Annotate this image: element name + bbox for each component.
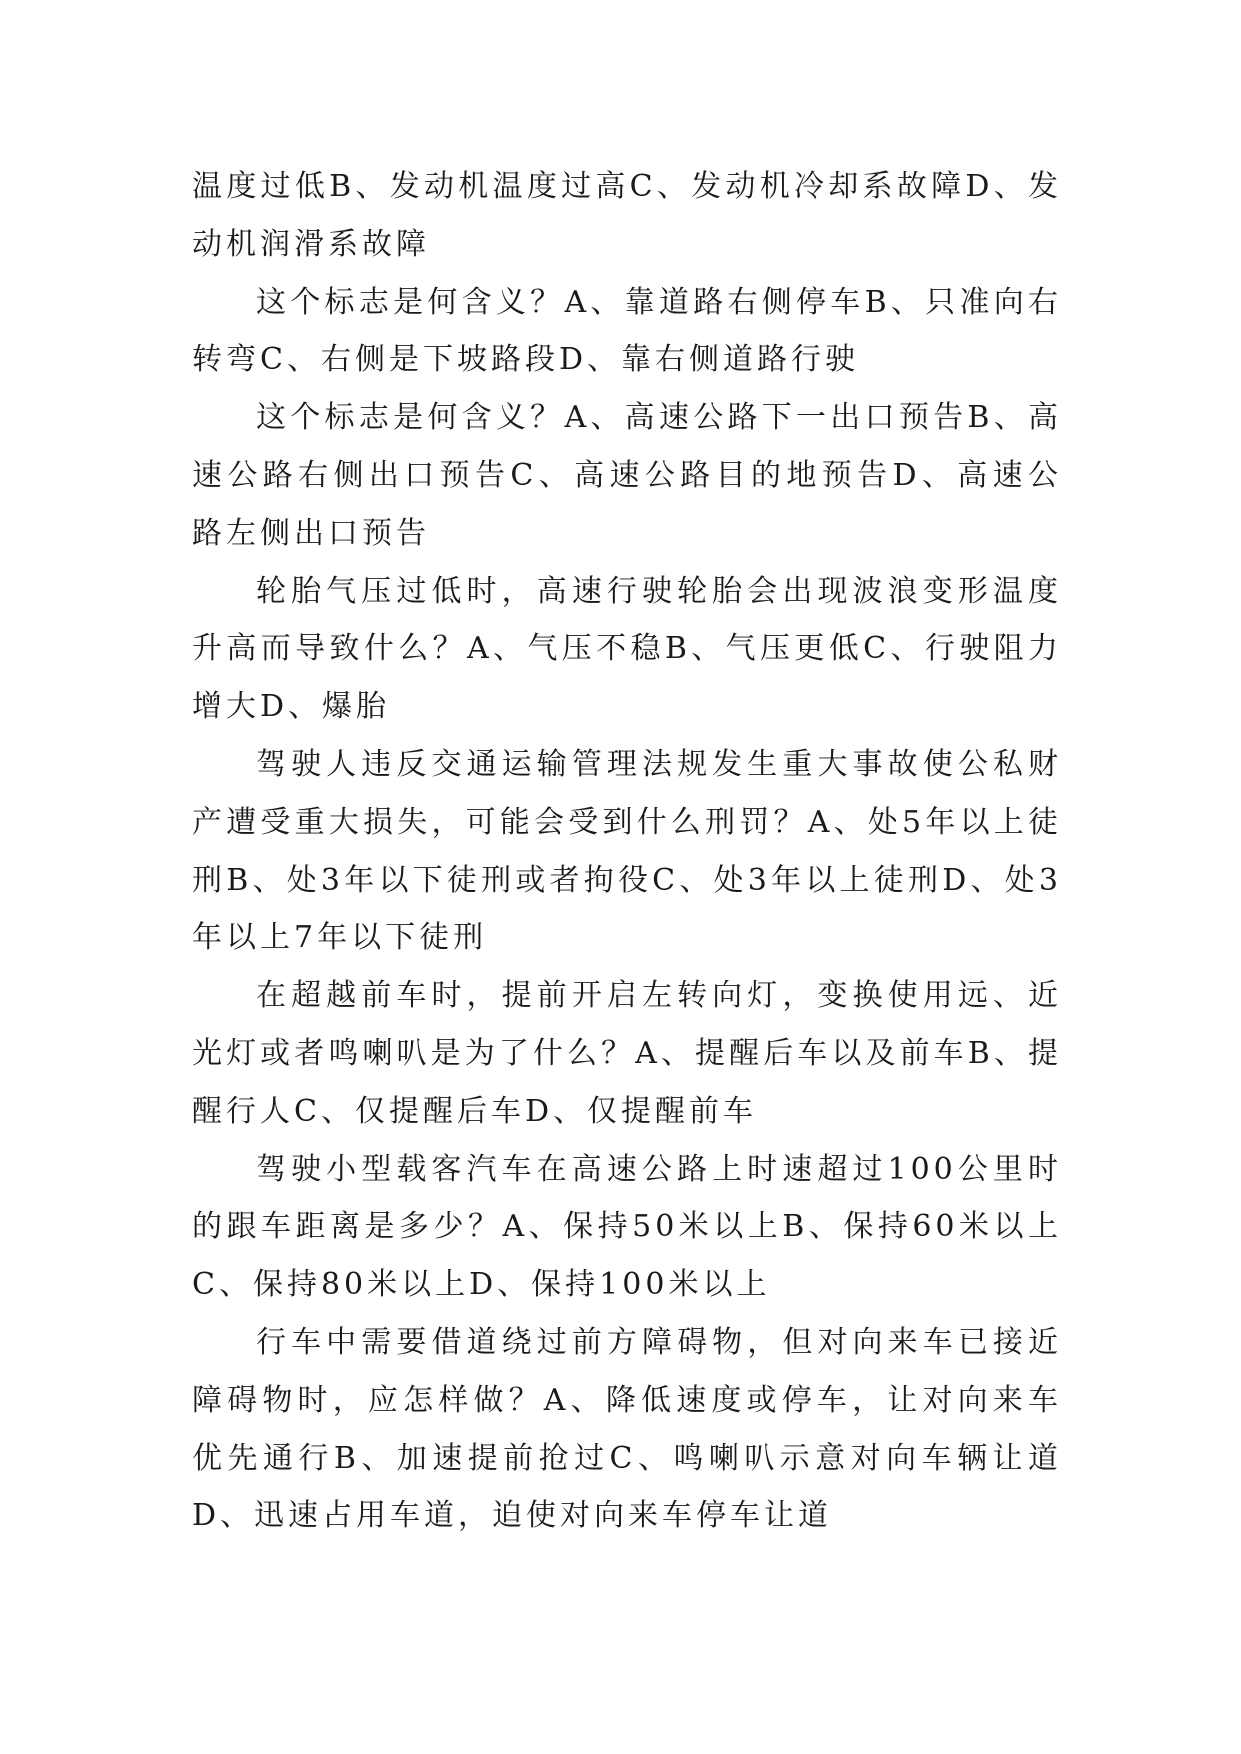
paragraph-1: 温度过低B、发动机温度过高C、发动机冷却系故障D、发动机润滑系故障 xyxy=(192,169,1062,262)
paragraph-5: 驾驶人违反交通运输管理法规发生重大事故使公私财产遭受重大损失，可能会受到什么刑罚？A、处5年以上徒刑B、处3年以下徒刑或者拘役C、处3年以上徒刑D、处3年以上7年以下徒刑 xyxy=(192,746,1062,956)
paragraph-8: 行车中需要借道绕过前方障碍物，但对向来车已接近障碍物时，应怎样做？A、降低速度或停车，让对向来车优先通行B、加速提前抢过C、鸣喇叭示意对向车辆让道D、迅速占用车道，迫使对向来车停车让道 xyxy=(192,1324,1062,1534)
paragraph-7: 驾驶小型载客汽车在高速公路上时速超过100公里时的跟车距离是多少？A、保持50米以上B、保持60米以上C、保持80米以上D、保持100米以上 xyxy=(192,1151,1062,1303)
paragraph-6: 在超越前车时，提前开启左转向灯，变换使用远、近光灯或者鸣喇叭是为了什么？A、提醒后车以及前车B、提醒行人C、仅提醒后车D、仅提醒前车 xyxy=(192,978,1062,1129)
paragraph-2: 这个标志是何含义？A、靠道路右侧停车B、只准向右转弯C、右侧是下坡路段D、靠右侧道路行驶 xyxy=(192,284,1062,378)
paragraph-3: 这个标志是何含义？A、高速公路下一出口预告B、高速公路右侧出口预告C、高速公路目的地预告D、高速公路左侧出口预告 xyxy=(192,400,1062,551)
paragraph-4: 轮胎气压过低时，高速行驶轮胎会出现波浪变形温度升高而导致什么？A、气压不稳B、气压更低C、行驶阻力增大D、爆胎 xyxy=(192,573,1062,725)
document-body xyxy=(192,158,1062,1545)
